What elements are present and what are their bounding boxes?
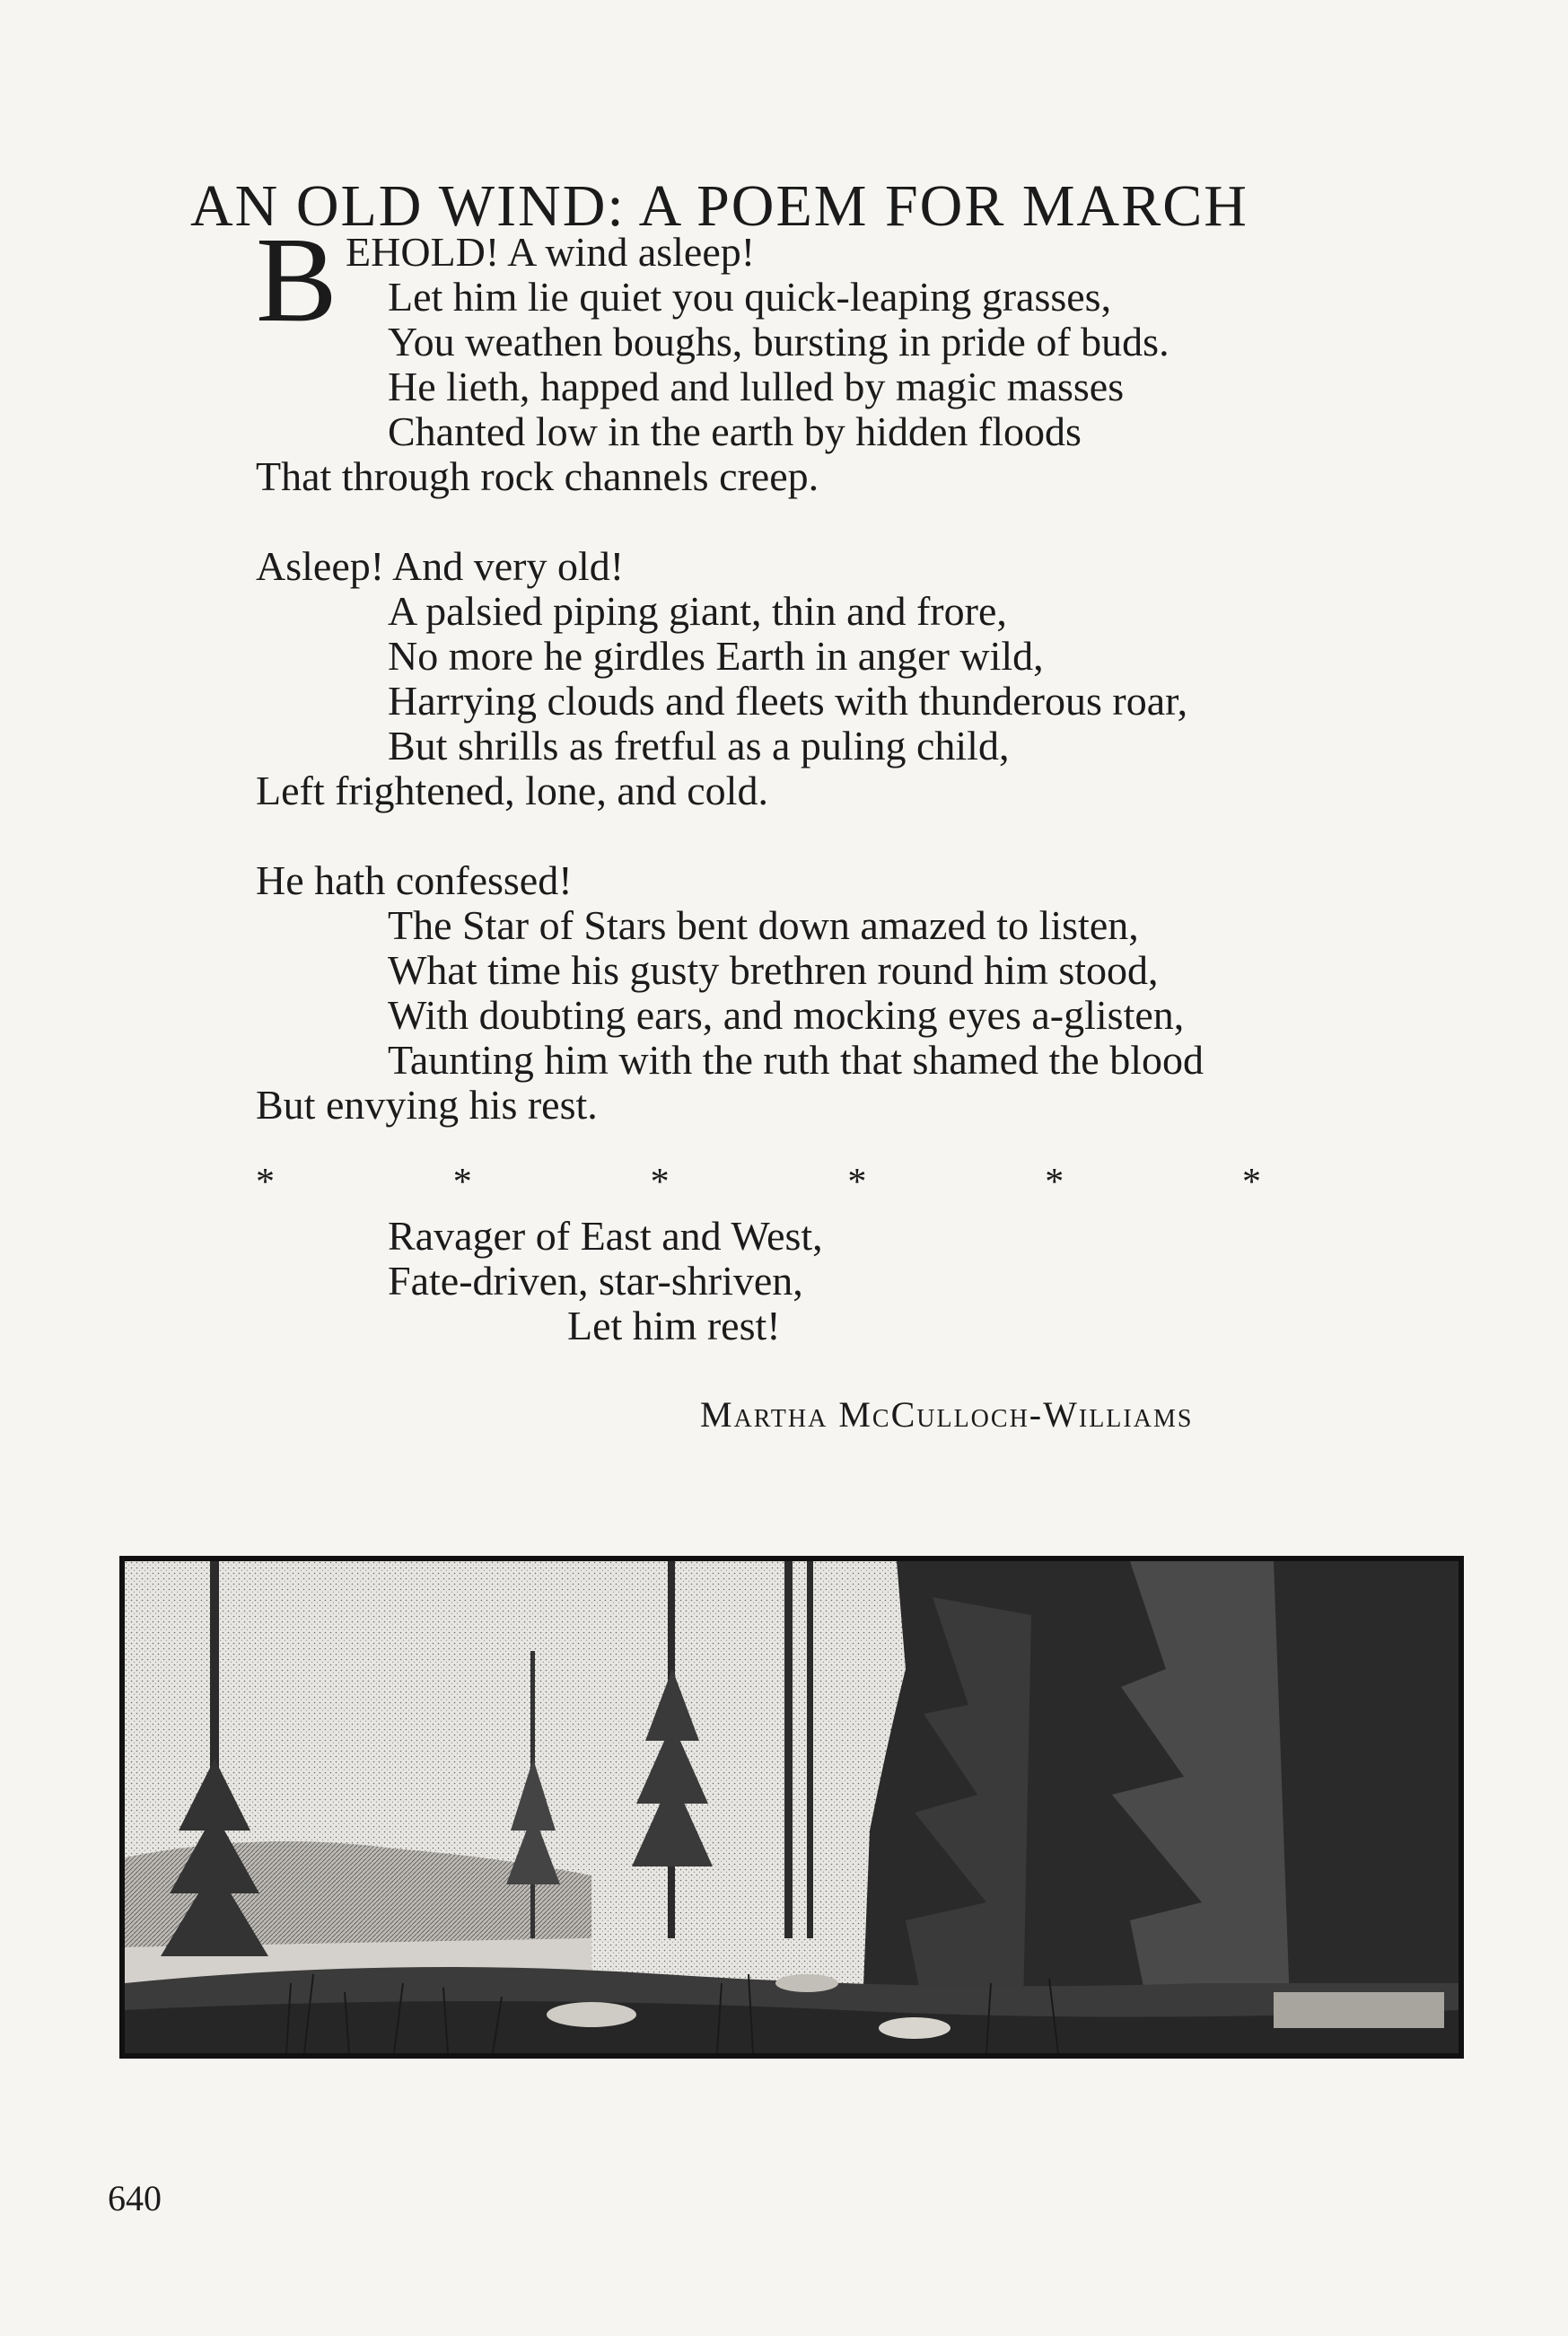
section-separator	[256, 1161, 1261, 1206]
forest-engraving	[125, 1561, 1459, 2053]
poem-line: Let him rest!	[567, 1303, 781, 1348]
poem-line: Chanted low in the earth by hidden floods	[388, 408, 1082, 454]
separator-asterisk: *	[256, 1162, 275, 1203]
poem-line: No more he girdles Earth in anger wild,	[388, 633, 1044, 679]
poem-line: But shrills as fretful as a puling child,	[388, 723, 1010, 768]
poem-title: AN OLD WIND: A POEM FOR MARCH	[190, 173, 1248, 240]
poem-line: Harrying clouds and fleets with thunderous roar,	[388, 678, 1188, 724]
poem-line: Left frightened, lone, and cold.	[256, 768, 768, 813]
page-number: 640	[108, 2178, 162, 2218]
poem-line: Asleep! And very old!	[256, 543, 625, 589]
poem-line: With doubting ears, and mocking eyes a-glisten,	[388, 992, 1185, 1038]
poem-line: EHOLD! A wind asleep!	[346, 229, 756, 275]
poem-line: The Star of Stars bent down amazed to listen,	[388, 902, 1139, 948]
poem-line: But envying his rest.	[256, 1082, 598, 1128]
poem-line: That through rock channels creep.	[256, 453, 819, 499]
separator-asterisk: *	[847, 1162, 867, 1203]
poem-line: A palsied piping giant, thin and frore,	[388, 588, 1007, 634]
poem-line: Fate-driven, star-shriven,	[388, 1258, 803, 1304]
drop-cap: B	[256, 213, 337, 347]
separator-asterisk: *	[1241, 1162, 1261, 1203]
forest-illustration	[119, 1556, 1464, 2059]
poem-line: What time his gusty brethren round him stood,	[388, 947, 1159, 993]
poem-line: Taunting him with the ruth that shamed the blood	[388, 1037, 1204, 1083]
separator-asterisk: *	[1045, 1162, 1064, 1203]
poem-line: Ravager of East and West,	[388, 1213, 823, 1259]
poem-line: You weathen boughs, bursting in pride of buds.	[388, 319, 1169, 364]
separator-asterisk: *	[650, 1162, 670, 1203]
separator-asterisk: *	[452, 1162, 472, 1203]
poem-line: Let him lie quiet you quick-leaping grasses,	[388, 274, 1112, 320]
poem-line: He hath confessed!	[256, 857, 573, 903]
author-byline: Martha McCulloch-Williams	[700, 1394, 1194, 1435]
poem-line: He lieth, happed and lulled by magic masses	[388, 364, 1125, 409]
